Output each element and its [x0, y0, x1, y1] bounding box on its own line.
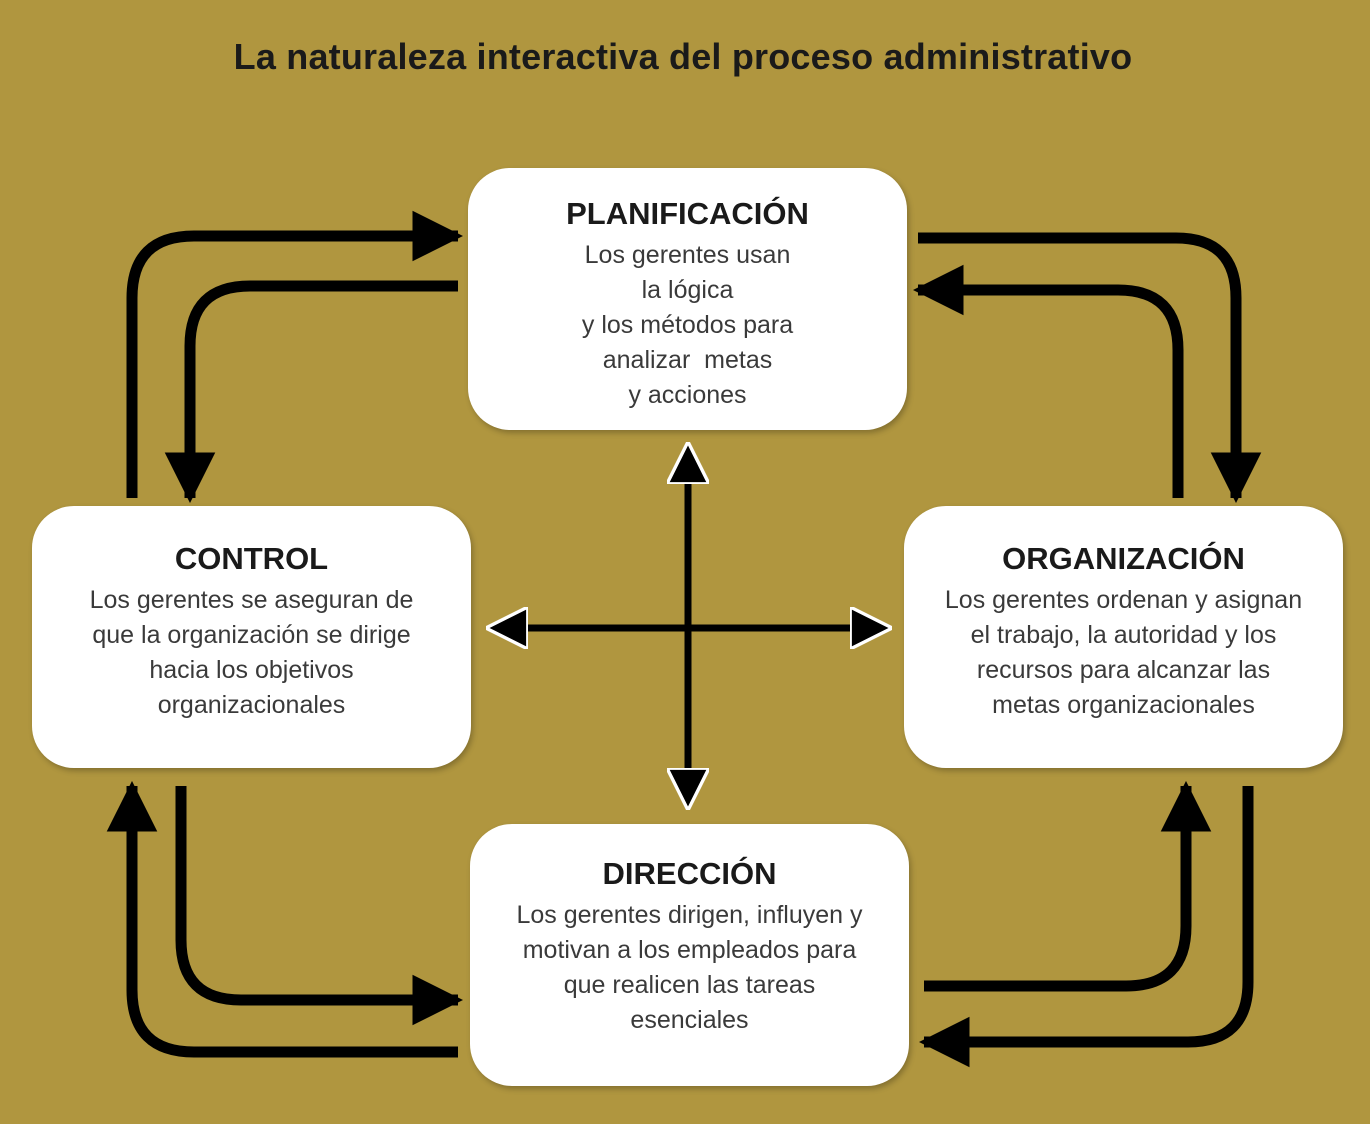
planificacion-line: Los gerentes usan	[584, 241, 791, 269]
organizacion-title: ORGANIZACIÓN	[1002, 541, 1245, 576]
diagram-title: La naturaleza interactiva del proceso administrativo	[233, 36, 1133, 77]
direccion-line: esenciales	[630, 1006, 749, 1034]
planificacion-title: PLANIFICACIÓN	[566, 196, 809, 231]
planificacion-line: la lógica	[641, 276, 734, 304]
control-line: organizacionales	[157, 691, 346, 719]
organizacion-line: el trabajo, la autoridad y los	[970, 621, 1277, 649]
planificacion-line: analizar metas	[602, 346, 773, 374]
direccion-line: que realicen las tareas	[563, 971, 816, 999]
control-title: CONTROL	[174, 541, 329, 576]
direccion-box	[470, 824, 909, 1086]
organizacion-line: recursos para alcanzar las	[976, 656, 1271, 684]
direccion-line: motivan a los empleados para	[522, 936, 857, 964]
planificacion-box	[468, 168, 907, 430]
organizacion-line: Los gerentes ordenan y asignan	[944, 586, 1303, 614]
organizacion-line: metas organizacionales	[992, 691, 1255, 719]
planificacion-line: y los métodos para	[581, 311, 794, 339]
control-line: que la organización se dirige	[92, 621, 411, 649]
planificacion-line: y acciones	[628, 381, 747, 409]
organizacion-box	[904, 506, 1343, 768]
control-box	[32, 506, 471, 768]
direccion-title: DIRECCIÓN	[602, 856, 777, 891]
control-line: hacia los objetivos	[149, 656, 354, 684]
direccion-line: Los gerentes dirigen, influyen y	[516, 901, 863, 929]
control-line: Los gerentes se aseguran de	[89, 586, 414, 614]
